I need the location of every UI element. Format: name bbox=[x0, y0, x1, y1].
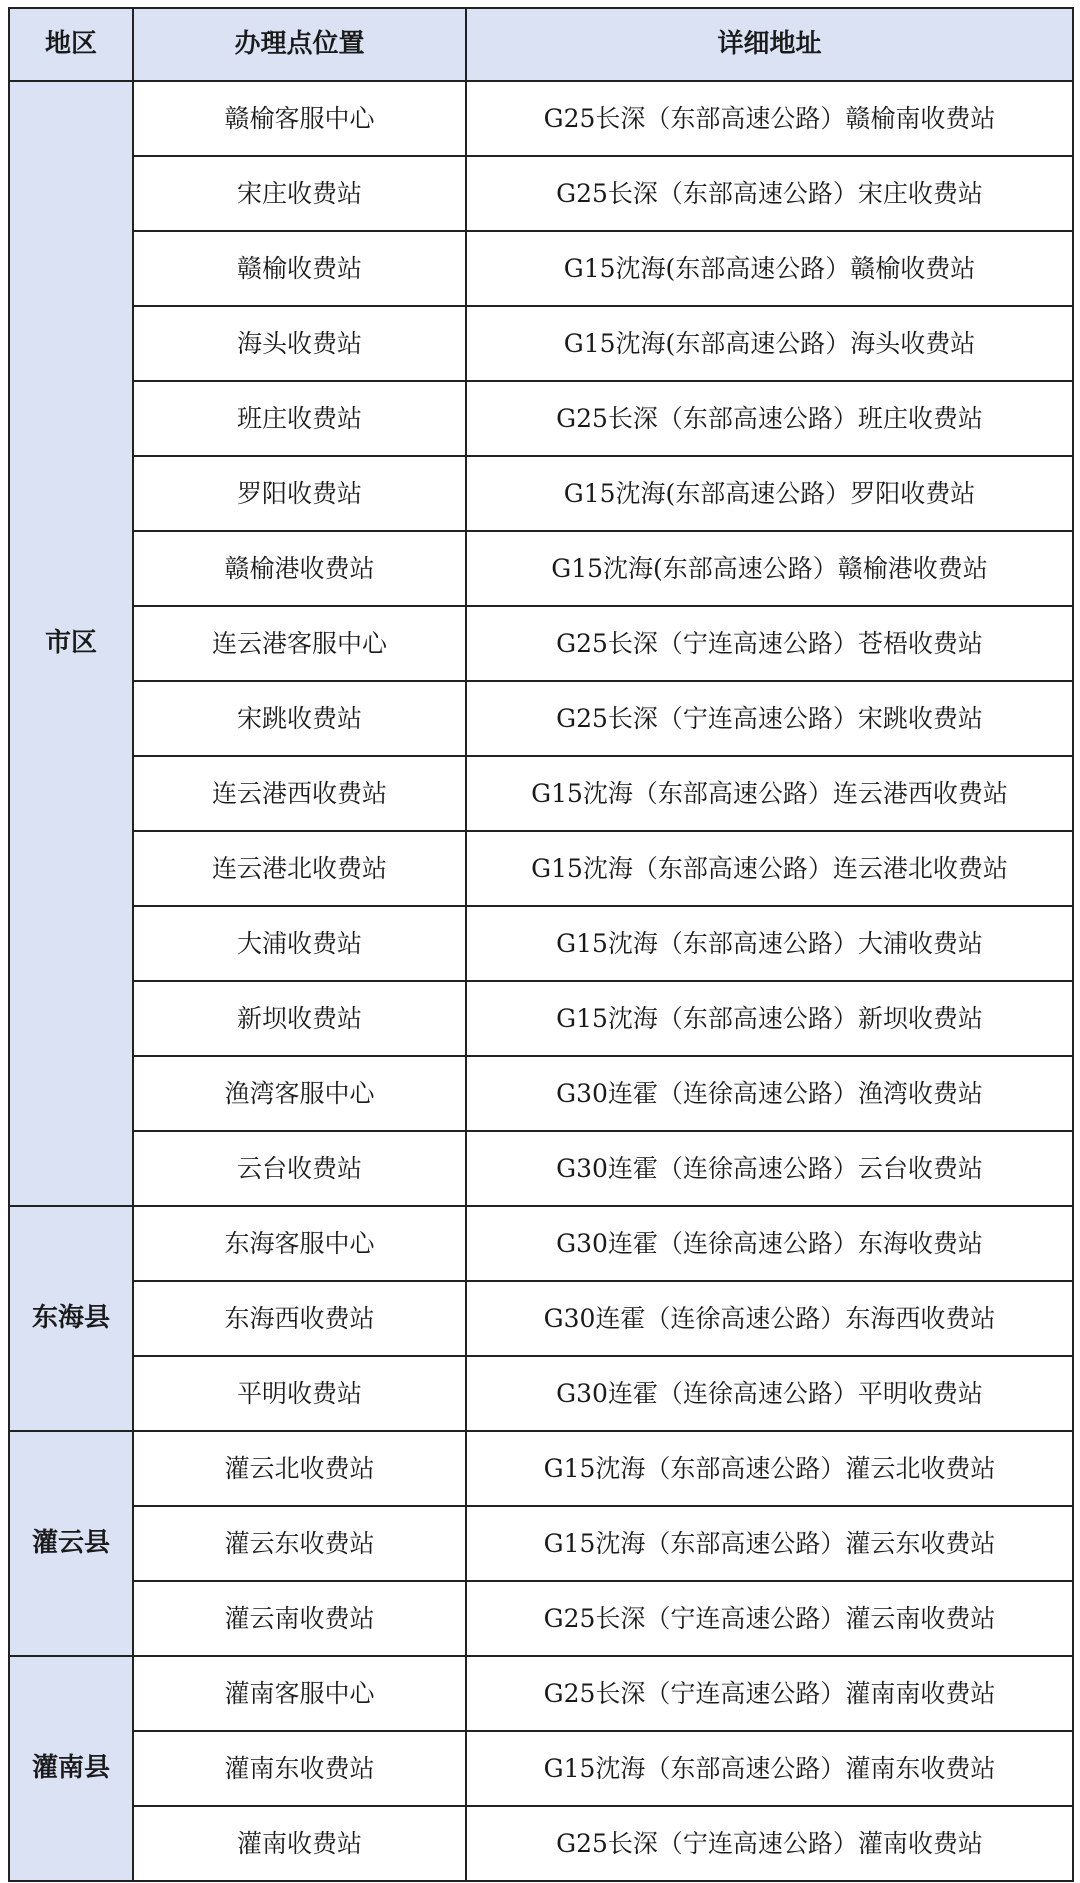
address-cell: G30连霍（连徐高速公路）东海西收费站 bbox=[466, 1281, 1073, 1356]
location-cell: 大浦收费站 bbox=[133, 906, 466, 981]
address-cell: G15沈海（东部高速公路）灌云北收费站 bbox=[466, 1431, 1073, 1506]
location-cell: 赣榆港收费站 bbox=[133, 531, 466, 606]
address-cell: G25长深（宁连高速公路）灌南收费站 bbox=[466, 1806, 1073, 1881]
address-cell: G30连霍（连徐高速公路）平明收费站 bbox=[466, 1356, 1073, 1431]
location-cell: 灌云北收费站 bbox=[133, 1431, 466, 1506]
table-row bbox=[9, 1581, 1073, 1656]
table-row bbox=[9, 681, 1073, 756]
address-cell: G30连霍（连徐高速公路）东海收费站 bbox=[466, 1206, 1073, 1281]
location-cell: 渔湾客服中心 bbox=[133, 1056, 466, 1131]
region-cell: 灌南县 bbox=[9, 1656, 133, 1881]
address-cell: G30连霍（连徐高速公路）云台收费站 bbox=[466, 1131, 1073, 1206]
region-cell: 灌云县 bbox=[9, 1431, 133, 1656]
address-cell: G25长深（宁连高速公路）灌南南收费站 bbox=[466, 1656, 1073, 1731]
table-row bbox=[9, 1806, 1073, 1881]
address-cell: G25长深（东部高速公路）班庄收费站 bbox=[466, 381, 1073, 456]
region-cell: 市区 bbox=[9, 81, 133, 1206]
location-cell: 云台收费站 bbox=[133, 1131, 466, 1206]
address-cell: G15沈海(东部高速公路）赣榆收费站 bbox=[466, 231, 1073, 306]
table-row bbox=[9, 81, 1073, 156]
table-row bbox=[9, 1056, 1073, 1131]
table-row bbox=[9, 231, 1073, 306]
address-cell: G25长深（东部高速公路）赣榆南收费站 bbox=[466, 81, 1073, 156]
table-row bbox=[9, 306, 1073, 381]
location-cell: 灌南客服中心 bbox=[133, 1656, 466, 1731]
table-row bbox=[9, 1731, 1073, 1806]
table-row bbox=[9, 456, 1073, 531]
address-cell: G15沈海（东部高速公路）新坝收费站 bbox=[466, 981, 1073, 1056]
address-cell: G15沈海（东部高速公路）连云港西收费站 bbox=[466, 756, 1073, 831]
table-row bbox=[9, 981, 1073, 1056]
location-cell: 连云港西收费站 bbox=[133, 756, 466, 831]
address-cell: G25长深（宁连高速公路）宋跳收费站 bbox=[466, 681, 1073, 756]
location-cell: 东海西收费站 bbox=[133, 1281, 466, 1356]
location-cell: 灌云东收费站 bbox=[133, 1506, 466, 1581]
table-row bbox=[9, 831, 1073, 906]
address-cell: G15沈海(东部高速公路）海头收费站 bbox=[466, 306, 1073, 381]
location-cell: 赣榆收费站 bbox=[133, 231, 466, 306]
location-cell: 海头收费站 bbox=[133, 306, 466, 381]
table-row bbox=[9, 531, 1073, 606]
location-cell: 平明收费站 bbox=[133, 1356, 466, 1431]
location-cell: 罗阳收费站 bbox=[133, 456, 466, 531]
table-header bbox=[9, 8, 1073, 81]
location-cell: 班庄收费站 bbox=[133, 381, 466, 456]
table-row bbox=[9, 381, 1073, 456]
table-row bbox=[9, 906, 1073, 981]
table-row bbox=[9, 1356, 1073, 1431]
toll-station-table bbox=[8, 7, 1074, 1882]
address-cell: G15沈海(东部高速公路）赣榆港收费站 bbox=[466, 531, 1073, 606]
address-cell: G25长深（宁连高速公路）灌云南收费站 bbox=[466, 1581, 1073, 1656]
table-row bbox=[9, 1206, 1073, 1281]
location-cell: 连云港北收费站 bbox=[133, 831, 466, 906]
header-row bbox=[9, 8, 1073, 81]
location-cell: 灌云南收费站 bbox=[133, 1581, 466, 1656]
location-cell: 新坝收费站 bbox=[133, 981, 466, 1056]
address-cell: G15沈海（东部高速公路）灌云东收费站 bbox=[466, 1506, 1073, 1581]
location-cell: 灌南收费站 bbox=[133, 1806, 466, 1881]
table-row bbox=[9, 1506, 1073, 1581]
table-row bbox=[9, 1431, 1073, 1506]
location-cell: 赣榆客服中心 bbox=[133, 81, 466, 156]
toll-station-table-container bbox=[8, 7, 1072, 1882]
location-cell: 东海客服中心 bbox=[133, 1206, 466, 1281]
address-cell: G25长深（宁连高速公路）苍梧收费站 bbox=[466, 606, 1073, 681]
address-cell: G15沈海（东部高速公路）连云港北收费站 bbox=[466, 831, 1073, 906]
region-cell: 东海县 bbox=[9, 1206, 133, 1431]
table-body bbox=[9, 81, 1073, 1881]
address-cell: G15沈海(东部高速公路）罗阳收费站 bbox=[466, 456, 1073, 531]
table-row bbox=[9, 606, 1073, 681]
table-row bbox=[9, 156, 1073, 231]
location-cell: 宋庄收费站 bbox=[133, 156, 466, 231]
address-cell: G25长深（东部高速公路）宋庄收费站 bbox=[466, 156, 1073, 231]
location-cell: 灌南东收费站 bbox=[133, 1731, 466, 1806]
location-cell: 连云港客服中心 bbox=[133, 606, 466, 681]
table-row bbox=[9, 756, 1073, 831]
header-address: 详细地址 bbox=[466, 8, 1073, 81]
table-row bbox=[9, 1131, 1073, 1206]
location-cell: 宋跳收费站 bbox=[133, 681, 466, 756]
table-row bbox=[9, 1281, 1073, 1356]
table-row bbox=[9, 1656, 1073, 1731]
address-cell: G15沈海（东部高速公路）大浦收费站 bbox=[466, 906, 1073, 981]
header-location: 办理点位置 bbox=[133, 8, 466, 81]
address-cell: G15沈海（东部高速公路）灌南东收费站 bbox=[466, 1731, 1073, 1806]
header-region: 地区 bbox=[9, 8, 133, 81]
address-cell: G30连霍（连徐高速公路）渔湾收费站 bbox=[466, 1056, 1073, 1131]
